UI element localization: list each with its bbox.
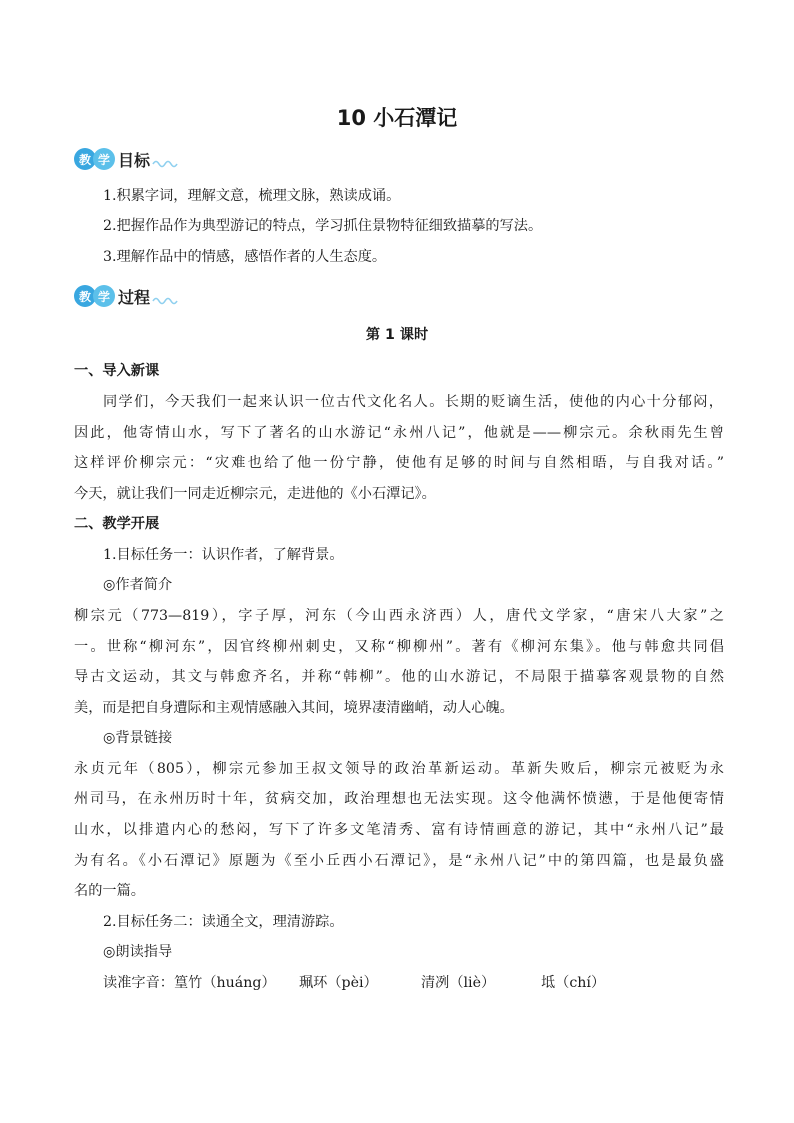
section-label-process: 过程	[118, 287, 151, 307]
wave-decoration-icon	[152, 295, 178, 305]
background-line-1: 永贞元年（805），柳宗元参加王叔文领导的政治革新运动。革新失败后，柳宗元被贬为永	[74, 761, 724, 777]
intro-line-2: 因此，他寄情山水，写下了著名的山水游记“永州八记”，他就是——柳宗元。余秋雨先生曾	[74, 425, 724, 441]
background-line-3: 山水，以排遣内心的愁闷，写下了许多文笔清秀、富有诗情画意的游记，其中“永州八记”最	[74, 822, 724, 838]
section-label-goals: 目标	[118, 150, 151, 170]
badge-char-1: 教	[74, 148, 96, 170]
lesson-title: 第 1 课时	[365, 327, 429, 343]
goal-item-2: 2.把握作品作为典型游记的特点，学习抓住景物特征细致描摹的写法。	[103, 218, 543, 234]
background-line-2: 州司马，在永州历时十年，贫病交加，政治理想也无法实现。这令他满怀愤懑，于是他便寄情	[74, 791, 724, 807]
author-line-2: 一。世称“柳河东”，因官终柳州刺史，又称“柳柳州”。著有《柳河东集》。他与韩愈共同倡	[74, 639, 724, 655]
pronunciation-row	[103, 973, 723, 993]
badge-char-2: 学	[93, 148, 115, 170]
intro-line-1: 同学们，今天我们一起来认识一位古代文化名人。长期的贬谪生活，使他的内心十分郁闷，	[103, 394, 723, 410]
goal-item-1: 1.积累字词，理解文意，梳理文脉，熟读成诵。	[103, 188, 401, 204]
background-heading: ◎背景链接	[103, 730, 173, 746]
badge-char-1: 教	[74, 285, 96, 307]
pronunciation-item: 清冽（liè）	[420, 975, 496, 991]
background-line-4: 为有名。《小石潭记》原题为《至小丘西小石潭记》，是“永州八记”中的第四篇，也是最负盛	[74, 853, 724, 869]
part2-heading: 二、教学开展	[74, 516, 160, 532]
page-title: 10 小石潭记	[336, 106, 458, 130]
task-1: 1.目标任务一：认识作者，了解背景。	[103, 547, 344, 563]
author-heading: ◎作者简介	[103, 577, 173, 593]
intro-line-4: 今天，就让我们一同走近柳宗元，走进他的《小石潭记》。	[74, 486, 436, 502]
pronunciation-item: 珮环（pèi）	[298, 975, 378, 991]
goal-item-3: 3.理解作品中的情感，感悟作者的人生态度。	[103, 249, 387, 265]
task-2: 2.目标任务二：读通全文，理清游踪。	[103, 914, 344, 930]
background-line-5: 名的一篇。	[74, 883, 145, 899]
author-line-1: 柳宗元（773—819），字子厚，河东（今山西永济西）人，唐代文学家，“唐宋八大家”之	[74, 608, 724, 624]
section-header-goals	[74, 145, 178, 173]
section-header-process	[74, 282, 178, 310]
reading-heading: ◎朗读指导	[103, 944, 173, 960]
pronunciation-label: 读准字音：	[103, 975, 174, 991]
author-line-3: 导古文运动，其文与韩愈齐名，并称“韩柳”。他的山水游记，不局限于描摹客观景物的自然	[74, 669, 724, 685]
pronunciation-item: 篁竹（huáng）	[173, 975, 276, 991]
intro-line-3: 这样评价柳宗元：“灾难也给了他一份宁静，使他有足够的时间与自然相晤，与自我对话。”	[74, 455, 724, 471]
badge-char-2: 学	[93, 285, 115, 307]
part1-heading: 一、导入新课	[74, 363, 160, 379]
pronunciation-item: 坻（chí）	[540, 975, 606, 991]
wave-decoration-icon	[152, 158, 178, 168]
author-line-4: 美，而是把自身遭际和主观情感融入其间，境界凄清幽峭，动人心魄。	[74, 700, 514, 716]
